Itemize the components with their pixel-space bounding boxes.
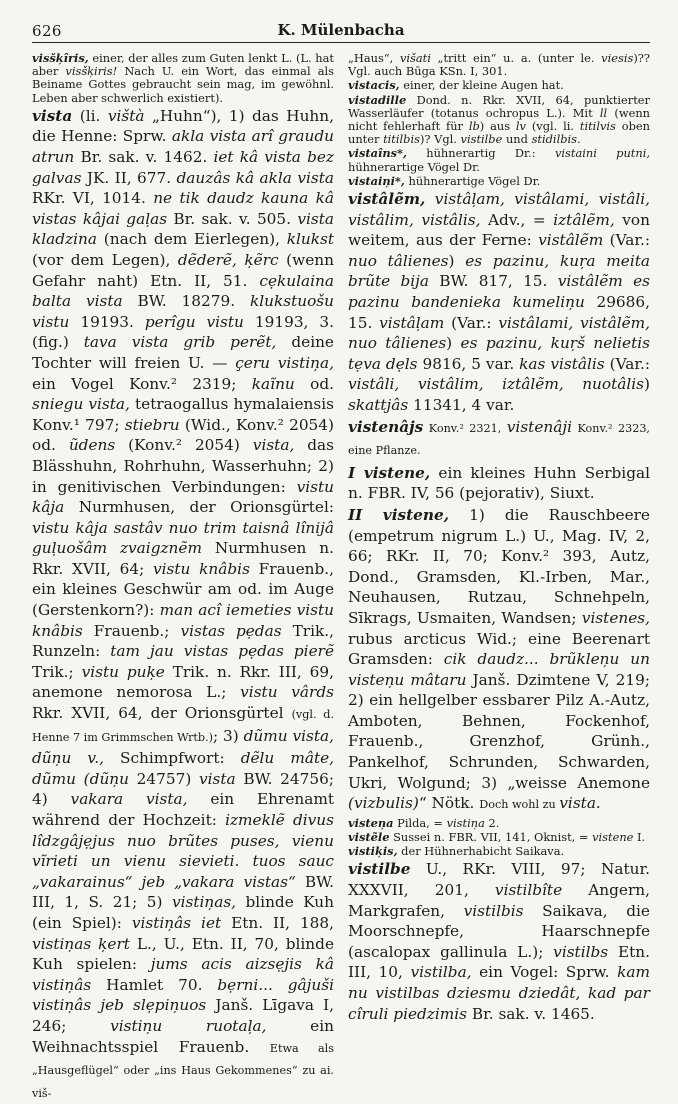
latvian-text: iet kâ vista bez galvas xyxy=(32,148,334,187)
text-run: Frauenb.; xyxy=(82,621,181,640)
small-text: (vgl. d. Henne 7 im Grimmschen Wrtb.) xyxy=(32,708,334,744)
latvian-text: titilbis xyxy=(383,132,420,147)
headword: II vistene, xyxy=(348,505,450,524)
latvian-text: vistilbe xyxy=(460,132,503,147)
latvian-text: vistenes, xyxy=(581,608,650,627)
text-run: (Konv.² 2054) xyxy=(115,436,253,455)
dictionary-entry xyxy=(348,175,650,188)
latvian-text: vistâļam xyxy=(379,313,445,332)
text-run: “ Nötk. xyxy=(418,794,480,813)
dictionary-entry xyxy=(348,417,650,462)
text-run: (Var.: xyxy=(444,313,499,332)
latvian-text: ll xyxy=(599,105,608,120)
text-run: (Var.: xyxy=(603,231,650,250)
text-run: Br. sak. v. 1462. xyxy=(74,148,214,166)
latvian-text: visšķiris! xyxy=(65,64,118,79)
text-run: Schimpfwort: xyxy=(103,749,241,768)
text-run: der Hühnerhabicht Saikava. xyxy=(397,844,565,859)
small-text: Konv.² 2323, eine Pflanze. xyxy=(348,421,650,458)
latvian-text: vistu kâja sastâv nuo trim taisnâ lînijâ guļuošâm zvaigznẽm xyxy=(32,518,334,558)
text-run: einer, der kleine Augen hat. xyxy=(399,78,564,93)
latvian-text: vistiņas ķert xyxy=(32,934,130,953)
text-run: Adv., = xyxy=(480,210,554,229)
headword: vista xyxy=(32,106,73,125)
text-run: „tritt ein“ u. a. (unter le. xyxy=(430,51,602,65)
latvian-text: klukstuošu vistu xyxy=(32,292,334,331)
text-run: Hamlet 70. xyxy=(91,975,218,994)
latvian-text: vista xyxy=(199,769,236,788)
latvian-text: vištà xyxy=(107,106,145,125)
text-run: rubus arcticus Wid.; eine Beerenart Gramsden: xyxy=(348,629,650,669)
text-run: Dond. n. Rkr. XVII, 64, punktierter Wasserläufer (totanus ochropus L.). Mit xyxy=(348,92,650,120)
dictionary-entry xyxy=(348,94,650,147)
latvian-text: ũdens xyxy=(68,436,116,455)
latvian-text: višati xyxy=(399,51,431,65)
text-run: Sussei n. FBR. VII, 141, Oknist, = xyxy=(389,830,593,845)
text-run: 24757) xyxy=(129,769,199,788)
dictionary-entry xyxy=(348,147,650,173)
text-run: Frauenb., ein kleines Geschwür am od. im Auge (Gerstenkorn?): xyxy=(32,559,334,620)
text-run: hühnerartige Vögel Dr. xyxy=(348,159,480,174)
latvian-text: bẹrni... gâjuši vistiņâs jeb slẹpiņuos xyxy=(32,975,334,1015)
latvian-text: vista, xyxy=(252,436,295,455)
text-run: Pilda, = xyxy=(393,815,447,830)
latvian-text: ne tik daudz kauna kâ vistas kâjai gaļas xyxy=(32,189,334,228)
text-run: BW. III, 1, S. 21; 5) xyxy=(32,872,334,912)
latvian-text: nuo tâlienes xyxy=(348,251,449,270)
latvian-text: dẽderẽ, ķẽrc xyxy=(177,250,279,269)
text-run: oben unter xyxy=(348,119,650,147)
text-run: BW. 817, 15. xyxy=(429,272,558,291)
latvian-text: stidilbis. xyxy=(531,132,581,147)
text-run: BW. 24756; 4) xyxy=(32,769,334,809)
dictionary-entry xyxy=(348,859,650,1024)
text-run: ) xyxy=(446,334,461,353)
text-run: ein kleines Huhn Serbigal n. FBR. IV, 56 (pejorativ), Siuxt. xyxy=(348,463,650,503)
headword: vistaiņi*, xyxy=(348,173,405,188)
latvian-text: vistiņâs iet xyxy=(131,913,222,932)
text-run: (wenn Gefahr naht) Etn. II, 51. xyxy=(32,250,334,290)
latvian-text: vakara vista, xyxy=(70,790,188,809)
text-run: Nach U. ein Wort, das einmal als Beiname Gottes gebraucht sein mag, im gewöhnl. Leben aber schwerlich existiert). xyxy=(32,64,335,105)
latvian-text: vistâlẽm xyxy=(538,231,604,250)
latvian-text: dũmu vista, dũņu v., xyxy=(32,726,334,768)
text-run: (li. xyxy=(72,106,108,125)
text-run: (vgl. li. xyxy=(525,119,580,134)
latvian-text: iztâlẽm, xyxy=(553,210,615,229)
small-text: Konv.² 2321, xyxy=(423,421,507,435)
latvian-text: vistu knâbis xyxy=(153,559,250,578)
latvian-text: lv xyxy=(515,119,526,134)
text-run: ein Weihnachtsspiel Frauenb. xyxy=(32,1016,334,1056)
text-run: )? Vgl. xyxy=(419,132,461,147)
text-run: 29686, 15. xyxy=(348,293,650,332)
text-run: tetraogallus hymalaiensis Konv.¹ 797; xyxy=(32,395,334,434)
text-run: Nurmhusen, der Orionsgürtel: xyxy=(64,498,334,517)
headword: vistaîns*, xyxy=(348,146,407,161)
latvian-text: viesis xyxy=(601,51,634,65)
text-run: von weitem, aus der Ferne: xyxy=(348,210,650,250)
latvian-text: es pazinu, kuŗš nelietis tẹva dẹls xyxy=(348,334,650,373)
latvian-text: es pazinu, kuŗa meita brũte bija xyxy=(348,251,650,291)
dictionary-entry xyxy=(348,52,650,78)
text-run: ein Vogel: Sprw. xyxy=(471,963,618,982)
latvian-text: kas vistâlis xyxy=(519,354,605,373)
dictionary-entry xyxy=(32,106,334,1104)
latvian-text: skattjâs xyxy=(348,395,409,414)
page-header xyxy=(32,16,650,42)
text-run: (Wid., Konv.² 2054) od. xyxy=(32,415,334,455)
left-column xyxy=(32,51,335,1100)
text-run: Trik., Runzeln: xyxy=(32,621,334,661)
latvian-text: vistu puķe xyxy=(81,662,165,681)
latvian-text: vistâli, vistâlim, iztâlẽm, nuotâlis xyxy=(348,375,645,394)
text-run: ) aus xyxy=(479,119,516,134)
text-run: ) xyxy=(644,375,650,394)
latvian-text: cẹkulaina balta vista xyxy=(32,271,334,311)
text-run: ) xyxy=(448,251,466,270)
text-run: Rkr. XVII, 64, der Orionsgürtel xyxy=(32,704,292,723)
text-run: 19193, 3. (fig.) xyxy=(32,312,334,352)
latvian-text: dauzâs kâ akla vista xyxy=(176,168,334,187)
latvian-text: vista. xyxy=(559,794,601,813)
dictionary-entry xyxy=(348,189,650,416)
headword: vistẽle xyxy=(348,830,390,845)
text-run: Br. sak. v. 1465. xyxy=(467,1004,595,1023)
latvian-text: vistaini putni, xyxy=(554,146,650,161)
latvian-text: vistu vârds xyxy=(240,683,334,702)
latvian-text: vistene xyxy=(592,830,634,845)
text-run: einer, der alles zum Guten lenkt L. (L. hat aber xyxy=(32,51,334,79)
latvian-text: vista kladzina xyxy=(32,209,334,249)
text-run: (vor dem Legen), xyxy=(32,250,178,269)
dictionary-entry xyxy=(32,52,334,105)
latvian-text: vistu kâja xyxy=(32,477,334,517)
latvian-text: (vizbulis) xyxy=(348,794,419,813)
latvian-text: vistiņas, xyxy=(171,893,237,912)
text-run: Trik.; xyxy=(32,662,82,681)
latvian-text: stiebru xyxy=(124,415,180,434)
text-run: Br. sak. v. 505. xyxy=(167,209,298,228)
latvian-text: tava vista grib perẽt, xyxy=(83,333,277,352)
text-run: Janš. Dzimtene V, 219; 2) ein hellgelber essbarer Pilz A.-Autz, Amboten, Behnen, Fockenhof, Frauenb., Grenzhof, Grünh., Pankelhof, Schrunden, Schwarden, Ukri, Wolgund; 3) „weisse Anemone xyxy=(348,670,650,792)
text-run: 19193. xyxy=(69,312,145,331)
text-run: deine Tochter will freien U. — xyxy=(32,333,334,372)
text-run: 2. xyxy=(484,815,500,830)
dictionary-entry xyxy=(348,463,650,504)
headword: vistadille xyxy=(348,92,407,107)
latvian-text: klukst xyxy=(286,230,334,249)
latvian-text: sniegu vista, xyxy=(32,395,130,414)
headword: vistâlẽm, xyxy=(348,190,426,209)
text-run: „Haus“, xyxy=(348,51,400,65)
latvian-text: vistâlẽm es pazinu bandenieka kumeliņu xyxy=(348,272,650,311)
text-run: ein Ehrenamt während der Hochzeit: xyxy=(32,790,334,829)
dictionary-entry xyxy=(348,817,650,830)
latvian-text: vistenâji xyxy=(506,417,572,436)
right-column xyxy=(348,51,651,1023)
text-run: hühnerartig Dr.: xyxy=(406,146,555,161)
latvian-text: vistas pẹdas xyxy=(180,621,282,640)
latvian-text: vistâļam, vistâlami, vistâli, vistâlim, vistâlis, xyxy=(348,190,650,229)
latvian-text: perîgu vistu xyxy=(144,312,244,331)
headword: vistacis, xyxy=(348,78,400,93)
latvian-text: izmeklẽ divus lîdzgâjẹjus nuo brũtes puses, vienu vĩrieti un vienu sievieti. tuos sauc „vakarainus“ jeb „vakara vistas“ xyxy=(32,811,334,891)
headword: visšķîris, xyxy=(32,51,89,65)
text-run: Etn. II, 188, xyxy=(221,913,334,932)
latvian-text: akla vista arî graudu atrun xyxy=(32,127,334,166)
headword: I vistene, xyxy=(348,463,431,482)
text-run: ; 3) xyxy=(213,726,244,745)
text-run: ein Vogel Konv.² 2319; xyxy=(32,374,252,393)
latvian-text: cik daudz... brũkleņu un visteņu mâtaru xyxy=(348,650,650,689)
latvian-text: vistiņu ruotaļa, xyxy=(110,1016,267,1035)
text-run: RKr. VI, 1014. xyxy=(32,189,154,208)
latvian-text: vistiņa xyxy=(446,815,485,830)
text-run: )?? Vgl. auch Būga KSn. I, 301. xyxy=(348,51,650,79)
text-run: „Huhn“), 1) das Huhn, die Henne: Sprw. xyxy=(32,106,334,146)
text-run: das Blässhuhn, Rohrhuhn, Wasserhuhn; 2) in genitivischen Verbindungen: xyxy=(32,436,335,496)
latvian-text: tam jau vistas pẹdas pierẽ xyxy=(110,642,334,661)
header-rule xyxy=(32,42,650,43)
dictionary-entry xyxy=(348,505,650,816)
text-run: (Var.: xyxy=(604,354,650,373)
text-run: BW. 18279. xyxy=(122,292,250,311)
text-run: Saikava, die Moorschnepfe, Haarschnepfe (ascalopax gallinula L.); xyxy=(348,901,650,961)
text-run: L., U., Etn. II, 70, blinde Kuh spielen: xyxy=(32,934,334,974)
latvian-text: titilvis xyxy=(579,119,616,134)
small-text: Doch wohl zu xyxy=(479,798,560,812)
latvian-text: lb xyxy=(468,119,480,134)
text-run: JK. II, 677. xyxy=(81,168,177,187)
text-run: Angern, Markgrafen, xyxy=(348,881,650,920)
latvian-text: dẽlu mâte, dũmu (dũņu xyxy=(32,749,335,788)
latvian-text: vistilbîte xyxy=(494,881,563,900)
latvian-text: vistilbs xyxy=(553,942,609,961)
small-text: Etwa als „Hausgeflügel“ oder „ins Haus Gekommenes“ zu ai. viš- xyxy=(32,1041,334,1100)
text-run: (nach dem Eierlegen), xyxy=(97,230,287,249)
latvian-text: man acî iemeties vistu knâbis xyxy=(32,601,334,640)
latvian-text: vistâlami, vistâlẽm, nuo tâlienes xyxy=(348,313,651,353)
text-run: I. xyxy=(633,830,646,845)
text-run: 11341, 4 var. xyxy=(408,395,515,414)
headword: visteņa xyxy=(348,815,394,830)
dictionary-entry xyxy=(348,831,650,844)
text-run: blinde Kuh (ein Spiel): xyxy=(32,893,335,932)
headword: vistenâjs xyxy=(348,417,424,436)
latvian-text: kaĩnu xyxy=(251,374,295,393)
text-run: Etn. III, 10, xyxy=(348,942,650,982)
latvian-text: vistilba, xyxy=(410,963,472,982)
latvian-text: vistilbis xyxy=(463,901,524,920)
text-run: Trik. n. Rkr. III, 69, anemone nemorosa L.; xyxy=(32,662,334,702)
headword: vistilbe xyxy=(348,860,411,879)
headword: vistiķis, xyxy=(348,844,398,859)
text-run: U., RKr. VIII, 97; Natur. XXXVII, 201, xyxy=(348,860,650,900)
text-run: (wenn nicht fehlerhaft für xyxy=(348,105,650,134)
latvian-text: kam nu vistilbas dziesmu dziedât, kad par cîruli piedzimis xyxy=(348,963,651,1023)
text-run: 9816, 5 var. xyxy=(417,354,520,373)
latvian-text: çeru vistiņa, xyxy=(235,353,335,372)
page-number: 626 xyxy=(32,22,62,40)
text-run: Janš. Līgava I, 246; xyxy=(32,996,334,1035)
dictionary-entry xyxy=(348,79,650,92)
text-run: Nurmhusen n. Rkr. XVII, 64; xyxy=(32,539,334,578)
text-run: od. xyxy=(294,374,334,393)
text-run: und xyxy=(502,132,532,147)
text-run: hühnerartige Vögel Dr. xyxy=(404,173,541,188)
running-head: K. Mülenbacha xyxy=(277,21,405,39)
text-run: 1) die Rauschbeere (empetrum nigrum L.) U., Mag. IV, 2, 66; RKr. II, 70; Konv.² 393, Autz, Dond., Gramsden, Kl.-Irben, Mar., Neuhausen, Rutzau, Schnehpeln, Sīkrags, Usmaiten, Wandsen; xyxy=(348,505,650,627)
dictionary-entry xyxy=(348,845,650,858)
latvian-text: jums acis aizsẹjis kâ vistiņâs xyxy=(32,955,334,994)
